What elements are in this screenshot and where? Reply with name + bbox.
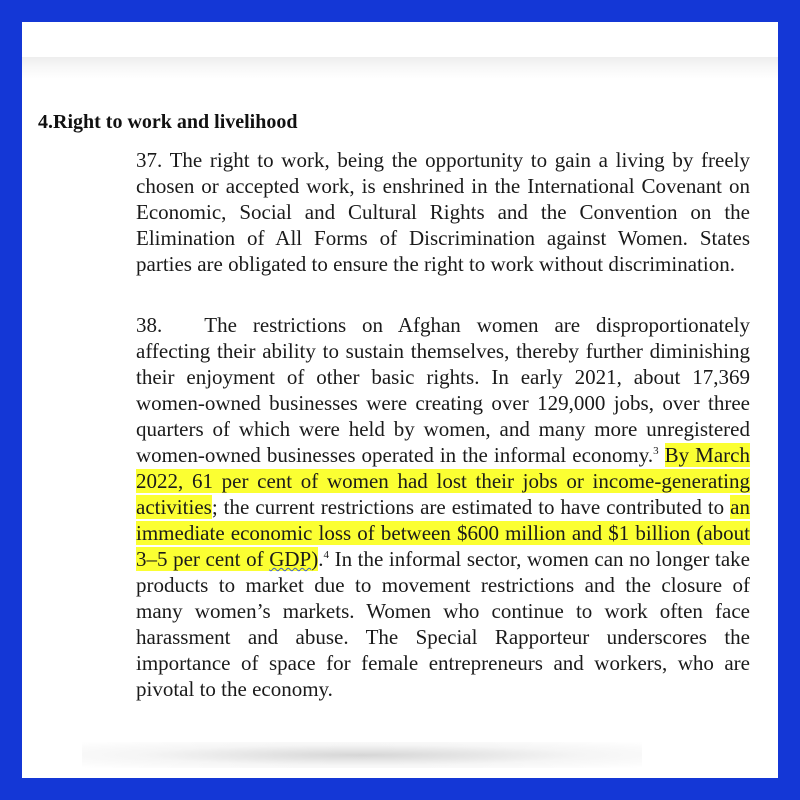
paragraph-text: ; the current restrictions are estimated to have contributed to — [211, 495, 731, 519]
document-page — [22, 22, 778, 778]
paragraph-text: The restrictions on Afghan women are disproportionately affecting their ability to sustain themselves, thereby further diminishing their enjoyment of other basic rights. In early 2021, about 17,369 women-owned businesses were creating over 129,000 jobs, over three quarters of which were held by women, and many more unregistered women-owned businesses operated in the informal economy. — [136, 313, 750, 467]
footnote-ref-4[interactable]: 4 — [323, 549, 329, 561]
spellcheck-underline: GDP — [269, 547, 312, 571]
highlighted-text: By March 2022, 61 per cent of women had lost their jobs or income-generating activities — [136, 443, 750, 519]
paragraph-text: The right to work, being the opportunity to gain a living by freely chosen or accepted work, is enshrined in the International Covenant on Economic, Social and Cultural Rights and the Convention on the Elimination of All Forms of Discrimination against Women. States parties are obligated to ensure the right to work without discrimination. — [136, 148, 750, 276]
paragraph-37 — [136, 147, 750, 277]
paragraph-number: 38. — [136, 313, 163, 337]
section-heading: 4.Right to work and livelihood — [38, 111, 298, 133]
paragraph-38: 38. The restrictions on Afghan women are disproportionately affecting their ability to sustain themselves, thereby further diminishing their enjoyment of other basic rights. In early 2021, about 17,369 women-owned businesses were creating over 129,000 jobs, over three quarters of which were held by women, and many more unregistered women-owned businesses operated in the informal economy.$^3$ By March 2022, 61 per cent of women had lost their jobs or income-generating activities; the current restrictions are estimated to have contributed to an immediate economic loss of between $600 million and $1 billion (about 3–5 per cent of GDP).$^4$ In the informal sector, women can no longer take products to market due to movement restrictions and the closure of many women’s markets. Women who continue to work often face harassment and abuse. The Special Rapporteur underscores the importance of space for female entrepreneurs and workers, who are pivotal to the economy. — [136, 313, 750, 701]
highlighted-text: an immediate economic loss of between $600 million and $1 billion (about 3–5 per cent of GDP) — [136, 495, 750, 571]
footnote-ref-3[interactable]: 3 — [653, 445, 659, 457]
bottom-shadow — [82, 742, 642, 768]
paragraph-text: In the informal sector, women can no longer take products to market due to movement restrictions and the closure of many women’s markets. Women who continue to work often face harassment and abuse. The Special Rapporteur underscores the importance of space for female entrepreneurs and workers, who are pivotal to the economy. — [136, 547, 750, 701]
top-shadow — [22, 57, 778, 79]
paragraph-number: 37. — [136, 148, 163, 172]
